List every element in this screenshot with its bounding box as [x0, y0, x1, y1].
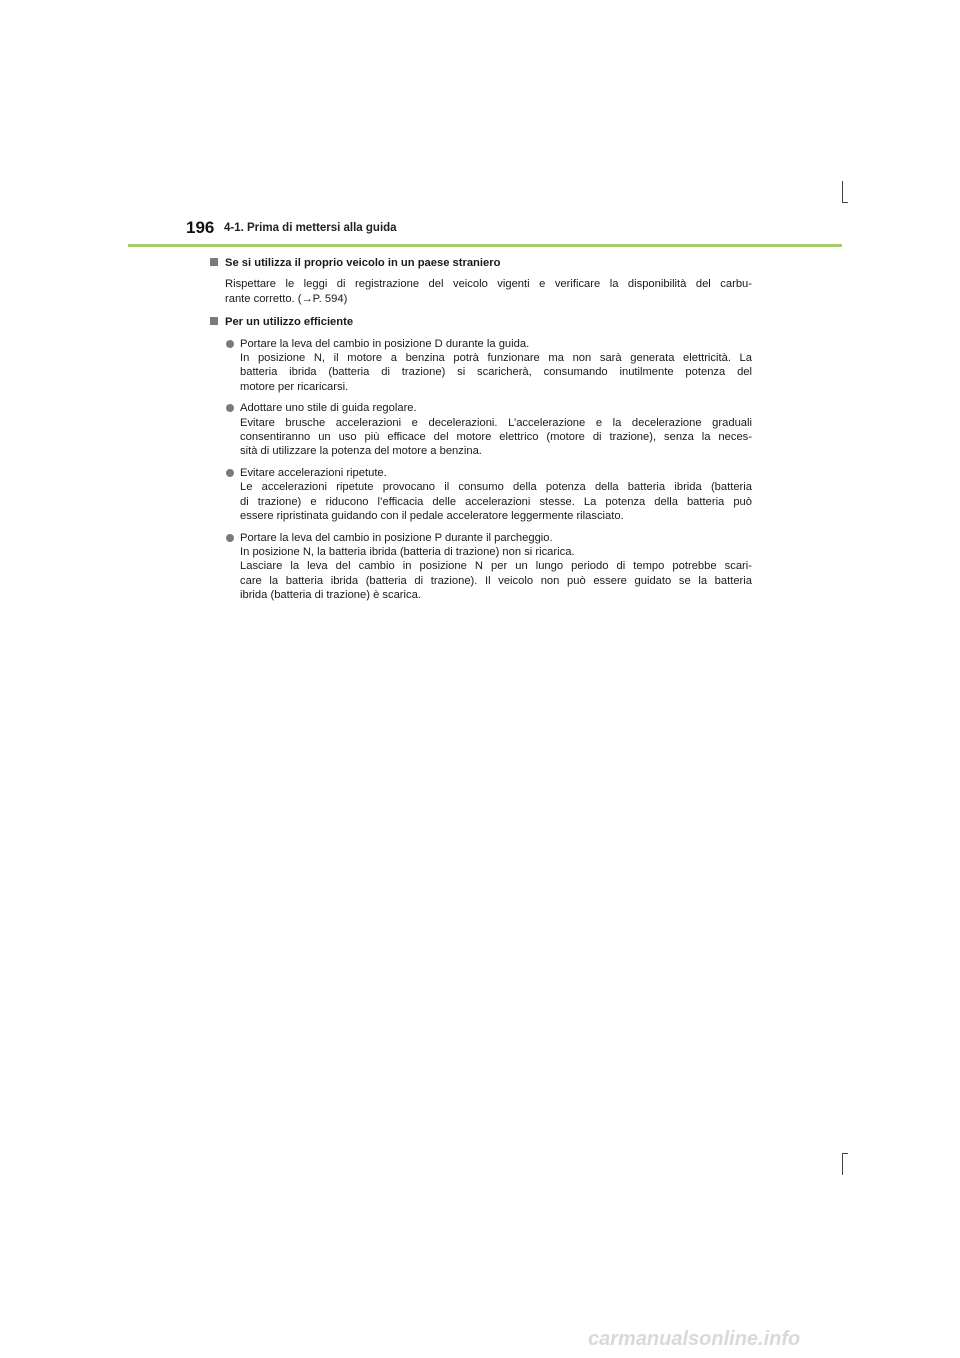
section-heading-foreign-country [210, 256, 752, 270]
bullet-line: consentiranno un uso più efficace del motore elettrico (motore di trazione), senza la neces- [240, 431, 752, 444]
bullet-line: motore per ricaricarsi. [240, 380, 349, 393]
header-rule [128, 244, 842, 247]
bullet-line: Lasciare la leva del cambio in posizione N per un lungo periodo di tempo potrebbe scari- [240, 560, 752, 573]
bullet-line: care la batteria ibrida (batteria di trazione). Il veicolo non può essere guidato se la batteria [240, 574, 752, 587]
section-heading-efficient-use [210, 315, 752, 329]
bullet-line: In posizione N, il motore a benzina potrà funzionare ma non sarà generata elettricità. La [240, 352, 752, 365]
bullet-item [210, 337, 752, 395]
bullet-line: Portare la leva del cambio in posizione D durante la guida. [240, 337, 530, 350]
page-number: 196 [186, 218, 215, 237]
bullet-line: essere ripristinata guidando con il pedale acceleratore leggermente rilasciato. [240, 510, 624, 523]
circle-bullet-icon [226, 469, 234, 477]
bullet-line: Evitare brusche accelerazioni e decelerazioni. L’accelerazione e la decelerazione graduali [240, 416, 752, 429]
page-content [210, 256, 752, 610]
bullet-item [210, 401, 752, 459]
circle-bullet-icon [226, 340, 234, 348]
heading-text: Per un utilizzo efficiente [225, 316, 354, 329]
bullet-item [210, 466, 752, 524]
bullet-line: Evitare accelerazioni ripetute. [240, 466, 387, 479]
watermark: carmanualsonline.info [588, 1328, 801, 1350]
bullet-item [210, 531, 752, 603]
paragraph-line: Rispettare le leggi di registrazione del veicolo vigenti e verificare la disponibilità del carbu- [225, 278, 752, 291]
bullet-line: batteria ibrida (batteria di trazione) si scaricherà, consumando inutilmente potenza del [240, 366, 752, 379]
circle-bullet-icon [226, 534, 234, 542]
page-header [186, 218, 842, 244]
heading-text: Se si utilizza il proprio veicolo in un paese straniero [225, 257, 501, 269]
crop-mark-bottom [842, 1153, 843, 1175]
bullet-line: ibrida (batteria di trazione) è scarica. [240, 589, 421, 602]
bullet-line: sità di utilizzare la potenza del motore a benzina. [240, 445, 482, 458]
crop-mark-bottom-tick [842, 1153, 848, 1154]
crop-mark-top [842, 181, 843, 203]
bullet-line: Le accelerazioni ripetute provocano il consumo della potenza della batteria ibrida (batteria [240, 481, 752, 494]
bullet-line: Portare la leva del cambio in posizione P durante il parcheggio. [240, 531, 553, 544]
paragraph-line: rante corretto. (→P. 594) [225, 292, 348, 305]
paragraph-foreign-country [210, 277, 752, 306]
bullet-line: In posizione N, la batteria ibrida (batteria di trazione) non si ricarica. [240, 545, 575, 558]
bullet-line: Adottare uno stile di guida regolare. [240, 402, 417, 415]
square-bullet-icon [210, 317, 218, 325]
crop-mark-top-tick [842, 202, 848, 203]
circle-bullet-icon [226, 404, 234, 412]
bullet-line: di trazione) e riducono l’efficacia delle accelerazioni stesse. La potenza della batteria può [240, 495, 752, 508]
section-title: 4-1. Prima di mettersi alla guida [224, 222, 397, 234]
square-bullet-icon [210, 258, 218, 266]
